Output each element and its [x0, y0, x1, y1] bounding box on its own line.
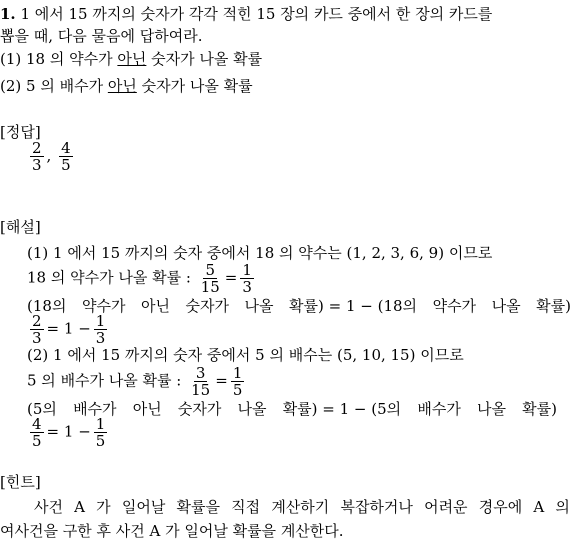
- solution-fraction-3-15: $\frac{3}{15}$: [191, 364, 211, 399]
- solution-line-2: 18 의 약수가 나올 확률 : $\frac{5}{15}$ = $\frac{1}{3}$: [27, 261, 252, 296]
- problem-number: 1.: [0, 5, 16, 23]
- solution-line-6: 5 의 배수가 나올 확률 : $\frac{3}{15}$ = $\frac{1}{5}$: [27, 364, 243, 399]
- problem-text-1: 1 에서 15 까지의 숫자가 각각 적힌 15 장의 카드 중에서 한 장의 카드를: [20, 5, 493, 23]
- question-1-post: 숫자가 나올 확률: [151, 50, 263, 68]
- question-2: [0, 77, 253, 95]
- answer-fraction-2: $\frac{4}{5}$: [61, 139, 71, 174]
- solution-fraction-4-5: $\frac{4}{5}$: [32, 415, 42, 450]
- question-2-post: 숫자가 나올 확률: [141, 77, 253, 95]
- solution-fraction-2-3: $\frac{2}{3}$: [32, 312, 42, 347]
- hint-line-1: 사건 A 가 일어날 확률을 직접 계산하기 복잡하거나 어려운 경우에 A 의: [34, 498, 570, 516]
- question-2-pre: (2) 5 의 배수가: [0, 77, 104, 95]
- solution-fraction-1-3: $\frac{1}{3}$: [242, 261, 252, 296]
- solution-fraction-1-5b: $\frac{1}{5}$: [95, 415, 106, 450]
- solution-fraction-5-15: $\frac{5}{15}$: [200, 261, 220, 296]
- solution-fraction-1-3b: $\frac{1}{3}$: [95, 312, 106, 347]
- question-1-underline: 아닌: [117, 50, 147, 68]
- hint-label: [힌트]: [0, 473, 41, 491]
- answer-fraction-1: $\frac{2}{3}$: [32, 139, 42, 174]
- solution-line-1: (1) 1 에서 15 까지의 숫자 중에서 18 의 약수는 (1, 2, 3, 6, 9) 이므로: [27, 244, 493, 262]
- solution-line-8: $\frac{4}{5}$ = 1 − $\frac{1}{5}$: [32, 415, 106, 450]
- answer-values: [27, 140, 76, 173]
- answer-separator: ,: [46, 146, 57, 165]
- question-1-pre: (1) 18 의 약수가: [0, 50, 113, 68]
- question-2-underline: 아닌: [107, 77, 137, 95]
- solution-fraction-1-5: $\frac{1}{5}$: [232, 364, 243, 399]
- question-1: [0, 50, 262, 68]
- solution-line-7: (5의 배수가 아닌 숫자가 나올 확률) = 1 − (5의 배수가 나올 확률): [27, 400, 557, 418]
- hint-line-2: 여사건을 구한 후 사건 A 가 일어날 확률을 계산한다.: [0, 522, 344, 540]
- solution-line-4: $\frac{2}{3}$ = 1 − $\frac{1}{3}$: [32, 312, 106, 347]
- solution-line-5: (2) 1 에서 15 까지의 숫자 중에서 5 의 배수는 (5, 10, 15) 이므로: [27, 346, 464, 364]
- answer-label: [정답]: [0, 123, 41, 141]
- solution-label: [해설]: [0, 218, 41, 236]
- solution-line-3: (18의 약수가 아닌 숫자가 나올 확률) = 1 − (18의 약수가 나올 확률): [27, 297, 571, 315]
- problem-line-2: 뽑을 때, 다음 물음에 답하여라.: [0, 27, 203, 45]
- problem-line-1: [0, 5, 492, 23]
